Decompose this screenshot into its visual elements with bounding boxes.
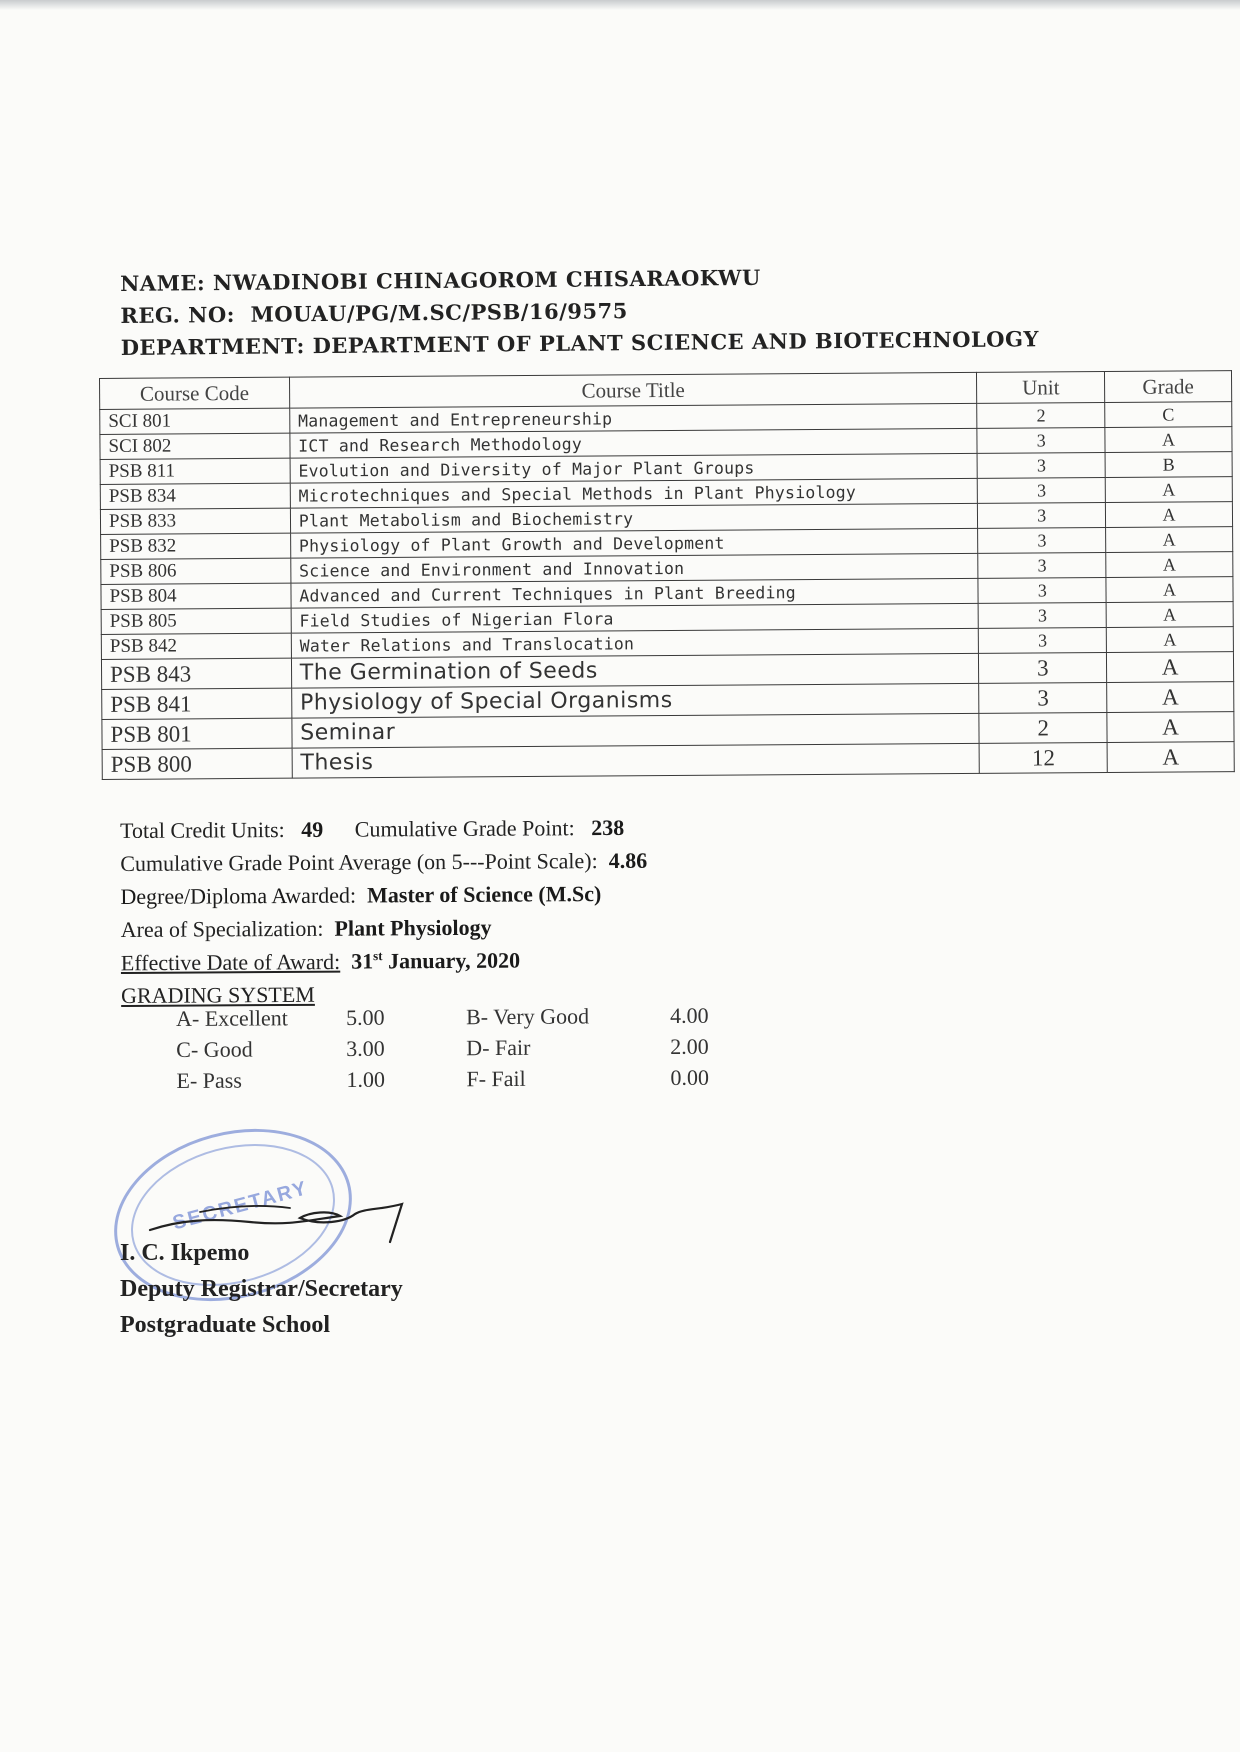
- course-unit: 3: [977, 452, 1105, 478]
- course-grade: C: [1105, 402, 1232, 428]
- header-grade: Grade: [1105, 371, 1232, 403]
- course-unit: 3: [978, 502, 1106, 528]
- course-title: ICT and Research Methodology: [290, 428, 978, 458]
- name-label: NAME:: [120, 270, 206, 296]
- course-code: PSB 804: [101, 583, 291, 609]
- course-grade: A: [1105, 477, 1232, 503]
- course-code: SCI 801: [100, 408, 290, 434]
- course-title: Physiology of Special Organisms: [291, 683, 979, 718]
- course-title: Evolution and Diversity of Major Plant Groups: [290, 453, 978, 483]
- course-title: Field Studies of Nigerian Flora: [291, 603, 979, 633]
- award-date-line: [121, 947, 648, 983]
- specialization-value: Plant Physiology: [334, 914, 492, 941]
- course-title: The Germination of Seeds: [291, 653, 979, 688]
- course-title: Advanced and Current Techniques in Plant Breeding: [291, 578, 979, 608]
- grade-label: E- Pass: [176, 1067, 242, 1093]
- course-unit: 3: [978, 577, 1106, 603]
- degree-line: [120, 881, 647, 917]
- course-unit: 3: [978, 552, 1106, 578]
- course-grade: A: [1107, 652, 1234, 683]
- course-unit: 12: [979, 742, 1107, 773]
- cgpa-line: [120, 848, 647, 884]
- grade-point: 2.00: [670, 1033, 709, 1059]
- course-unit: 3: [979, 627, 1107, 653]
- course-code: PSB 800: [102, 748, 292, 779]
- stamp-text: SECRETARY: [170, 1177, 311, 1235]
- course-unit: 2: [977, 402, 1105, 428]
- award-date-label: Effective Date of Award:: [120, 948, 341, 976]
- course-title: Management and Entrepreneurship: [289, 403, 977, 433]
- signatory-block: [120, 1240, 403, 1348]
- course-code: PSB 833: [100, 508, 290, 534]
- grade-label: F- Fail: [466, 1065, 526, 1092]
- grade-point: 4.00: [669, 1002, 709, 1028]
- course-unit: 3: [978, 527, 1106, 553]
- course-grade: A: [1107, 682, 1234, 713]
- grading-row: [176, 1003, 736, 1037]
- header-course-title: Course Title: [289, 372, 977, 408]
- grading-system-table: [176, 1003, 737, 1099]
- course-code: PSB 842: [101, 633, 291, 659]
- cumulative-grade-point-value: 238: [591, 814, 625, 841]
- award-date-suffix: st: [373, 948, 383, 964]
- grade-label: C- Good: [176, 1036, 253, 1062]
- signatory-name: I. C. Ikpemo: [120, 1240, 250, 1266]
- results-table: [99, 370, 1235, 780]
- grading-system-title: GRADING SYSTEM: [121, 981, 315, 1008]
- reg-number: MOUAU/PG/M.SC/PSB/16/9575: [250, 298, 628, 327]
- course-grade: A: [1106, 502, 1233, 528]
- course-unit: 2: [979, 712, 1107, 743]
- signature: [140, 1170, 440, 1250]
- degree-label: Degree/Diploma Awarded:: [120, 882, 357, 909]
- total-credit-units-label: Total Credit Units:: [120, 816, 285, 843]
- course-unit: 3: [979, 682, 1107, 713]
- grading-row: [176, 1034, 736, 1068]
- course-title: Thesis: [292, 743, 980, 778]
- credit-line: [120, 815, 647, 851]
- course-grade: A: [1106, 527, 1233, 553]
- course-unit: 3: [979, 652, 1107, 683]
- department-name: DEPARTMENT OF PLANT SCIENCE AND BIOTECHNOLOGY: [312, 326, 1040, 359]
- reg-label: REG. NO:: [120, 301, 236, 328]
- header-unit: Unit: [977, 371, 1105, 403]
- course-grade: A: [1106, 552, 1233, 578]
- course-grade: A: [1106, 602, 1233, 628]
- grade-point: 1.00: [346, 1066, 386, 1092]
- course-title: Physiology of Plant Growth and Development: [290, 528, 978, 558]
- course-title: Seminar: [292, 713, 980, 748]
- specialization-label: Area of Specialization:: [120, 915, 324, 942]
- cgpa-value: 4.86: [608, 847, 648, 874]
- course-unit: 3: [978, 477, 1106, 503]
- course-code: PSB 805: [101, 608, 291, 634]
- course-code: PSB 832: [101, 533, 291, 559]
- course-code: PSB 843: [101, 658, 291, 689]
- course-title: Science and Environment and Innovation: [291, 553, 979, 583]
- student-header: [120, 259, 1039, 364]
- course-grade: A: [1105, 427, 1232, 453]
- course-code: PSB 801: [102, 718, 292, 749]
- grade-label: B- Very Good: [465, 1003, 590, 1030]
- course-code: PSB 841: [102, 688, 292, 719]
- grade-label: A- Excellent: [176, 1005, 288, 1031]
- cumulative-grade-point-label: Cumulative Grade Point:: [354, 815, 575, 842]
- specialization-line: [121, 914, 648, 950]
- grade-point: 5.00: [345, 1004, 385, 1030]
- course-code: PSB 834: [100, 483, 290, 509]
- course-title: Microtechniques and Special Methods in Plant Physiology: [290, 478, 978, 508]
- course-unit: 3: [977, 427, 1105, 453]
- department-label: DEPARTMENT:: [120, 333, 305, 360]
- header-course-code: Course Code: [100, 377, 290, 409]
- result-summary: [120, 815, 648, 1016]
- cgpa-label: Cumulative Grade Point Average (on 5---Point Scale):: [120, 848, 598, 876]
- grade-label: D- Fair: [466, 1034, 531, 1061]
- signatory-title: Deputy Registrar/Secretary: [120, 1276, 403, 1302]
- award-date-day: 31: [351, 948, 374, 974]
- degree-value: Master of Science (M.Sc): [367, 881, 602, 908]
- course-code: PSB 806: [101, 558, 291, 584]
- course-grade: A: [1107, 712, 1234, 743]
- signatory-office: Postgraduate School: [120, 1312, 330, 1338]
- course-unit: 3: [979, 602, 1107, 628]
- course-code: SCI 802: [100, 433, 290, 459]
- total-credit-units-value: 49: [301, 816, 324, 842]
- grade-point: 0.00: [670, 1064, 710, 1090]
- course-grade: B: [1105, 452, 1232, 478]
- award-date-value: [351, 948, 520, 974]
- student-name: NWADINOBI CHINAGOROM CHISARAOKWU: [212, 264, 761, 296]
- course-title: Plant Metabolism and Biochemistry: [290, 503, 978, 533]
- course-code: PSB 811: [100, 458, 290, 484]
- grade-point: 3.00: [346, 1035, 385, 1061]
- grading-row: [176, 1065, 736, 1099]
- course-title: Water Relations and Translocation: [291, 628, 979, 658]
- course-grade: A: [1106, 627, 1233, 653]
- scan-edge: [0, 0, 1240, 10]
- course-grade: A: [1106, 577, 1233, 603]
- award-date-rest: January, 2020: [388, 947, 521, 974]
- course-grade: A: [1107, 742, 1234, 773]
